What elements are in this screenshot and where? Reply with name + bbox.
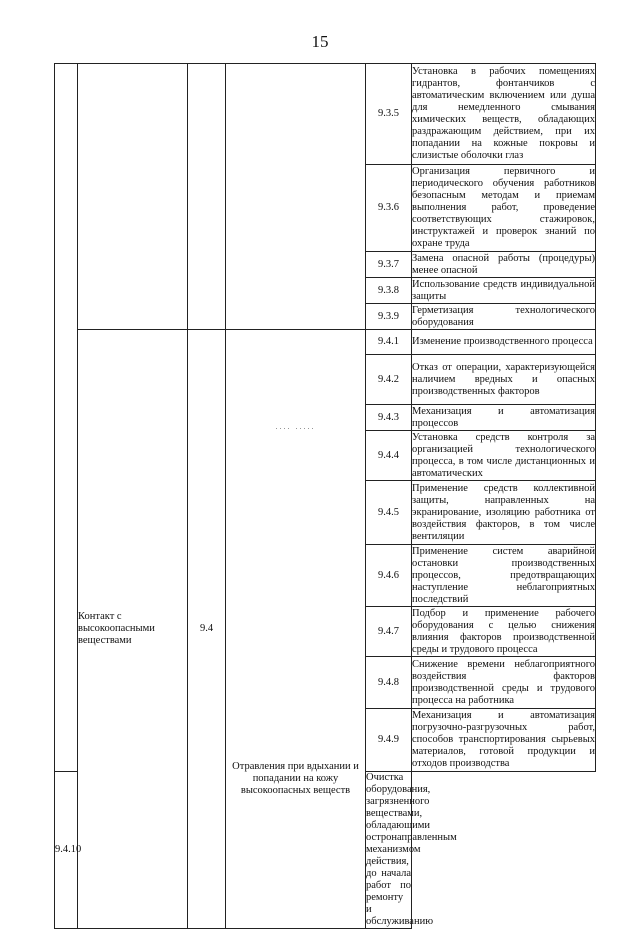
measure-code: 9.4.7	[366, 607, 412, 657]
measure-code: 9.3.5	[366, 64, 412, 165]
hazard-measures-table	[54, 63, 596, 929]
table-row	[55, 64, 596, 165]
measure-text: Организация первичного и периодического обучения работников безопасным методам и приемам выполнения работ, проведение соответствующих стажировок, инструктажей и проверок знаний по охране труда	[412, 165, 596, 252]
measure-code: 9.3.8	[366, 278, 412, 304]
measure-code: 9.3.7	[366, 252, 412, 278]
measure-code: 9.3.9	[366, 304, 412, 330]
measure-text: Изменение производственного процесса	[412, 330, 596, 355]
measure-text: Замена опасной работы (процедуры) менее опасной	[412, 252, 595, 276]
measure-text: Использование средств индивидуальной защиты	[412, 278, 595, 302]
measure-text: Отказ от операции, характеризующейся наличием вредных и опасных производственных факторов	[412, 355, 596, 405]
page-number: 15	[311, 32, 329, 51]
measure-code: 9.4.10	[55, 772, 78, 929]
measure-text: Применение средств коллективной защиты, направленных на экранирование, изоляцию работника от воздействия факторов, в том числе вентиляции	[412, 481, 596, 545]
prev-hazard-name-cell	[78, 64, 188, 330]
measure-code: 9.4.9	[366, 709, 412, 772]
measure-code: 9.4.8	[366, 657, 412, 709]
measure-text: Очистка оборудования, загрязненного веществами, обладающими остронаправленным механизмом действия, до начала работ по ремонту и обслуживанию	[366, 772, 457, 927]
measure-code: 9.4.4	[366, 431, 412, 481]
measure-text: Механизация и автоматизация погрузочно-разгрузочных работ, способов транспортирования сырьевых материалов, готовой продукции и отходов производства	[412, 709, 596, 772]
measure-code: 9.4.2	[366, 355, 412, 405]
measure-code: 9.4.6	[366, 545, 412, 607]
measure-text: Подбор и применение рабочего оборудования с целью снижения влияния факторов производственной среды и трудового процесса	[412, 607, 595, 655]
measure-code: 9.4.3	[366, 405, 412, 431]
measure-code: 9.4.1	[366, 330, 412, 355]
hazard-description-cell	[226, 330, 366, 929]
measure-text: Снижение времени неблагоприятного воздействия факторов производственной среды и трудового процесса на работника	[412, 657, 596, 709]
measure-text: Механизация и автоматизация процессов	[412, 405, 595, 429]
measure-text: Установка средств контроля за организацией технологического процесса, в том числе дистанционных и автоматических	[412, 431, 595, 479]
placeholder-dots: .... .....	[275, 422, 316, 431]
measure-text: Герметизация технологического оборудования	[412, 304, 595, 328]
measure-code: 9.4.5	[366, 481, 412, 545]
measure-text: Применение систем аварийной остановки производственных процессов, предотвращающих наступление неблагоприятных последствий	[412, 545, 595, 605]
hazard-description: Отравления при вдыхании и попадании на кожу высокоопасных веществ	[232, 761, 359, 796]
empty-margin-column	[55, 64, 78, 772]
hazard-code: 9.4	[188, 330, 226, 929]
measure-code: 9.3.6	[366, 165, 412, 252]
table-row	[55, 330, 596, 355]
measure-text: Установка в рабочих помещениях гидрантов, фонтанчиков с автоматическим включением или душа для немедленного смывания химических веществ, обладающих раздражающим действием, при их попадании на кожные покровы и слизистые оболочки глаз	[412, 64, 596, 165]
prev-hazard-description-cell	[226, 64, 366, 330]
prev-hazard-code-cell	[188, 64, 226, 330]
hazard-name: Контакт с высокоопасными веществами	[78, 330, 188, 929]
